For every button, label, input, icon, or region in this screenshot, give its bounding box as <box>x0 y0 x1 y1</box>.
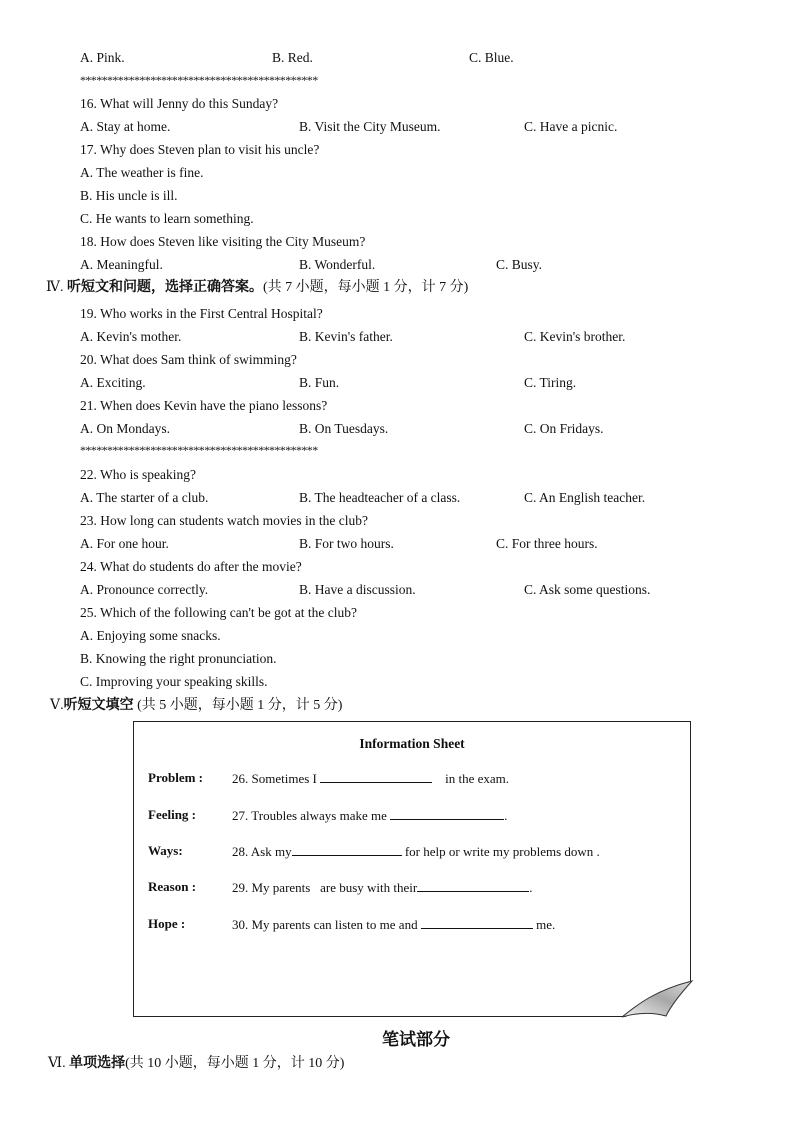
reason-label: Reason : <box>148 879 197 894</box>
q16-option-a: A. Stay at home. <box>80 119 171 134</box>
q22-question: 22. Who is speaking? <box>80 467 196 482</box>
q23-question: 23. How long can students watch movies in the club? <box>80 513 368 528</box>
item-27 <box>232 807 507 824</box>
section-6-heading <box>48 1055 344 1073</box>
item-30-tail: me. <box>536 917 556 932</box>
item-29-tail: . <box>529 880 533 895</box>
q23-option-c: C. For three hours. <box>496 536 598 551</box>
q25-question: 25. Which of the following can't be got at the club? <box>80 605 357 620</box>
q23-option-a: A. For one hour. <box>80 536 169 551</box>
blank-27[interactable] <box>390 807 504 820</box>
q20-option-c: C. Tiring. <box>524 375 577 390</box>
item-27-text: 27. Troubles always make me <box>232 808 387 823</box>
problem-label: Problem : <box>148 770 203 785</box>
q20-option-a: A. Exciting. <box>80 375 146 390</box>
q19-option-a: A. Kevin's mother. <box>80 329 182 344</box>
q24-option-a: A. Pronounce correctly. <box>80 582 209 597</box>
separator-stars: ******************************************** <box>80 443 318 457</box>
blank-29[interactable] <box>417 879 529 892</box>
q17-option-a: A. The weather is fine. <box>80 165 204 180</box>
item-26 <box>232 770 509 787</box>
section-4-number: Ⅳ. <box>46 280 64 295</box>
q23-option-b: B. For two hours. <box>299 536 394 551</box>
q18-option-a: A. Meaningful. <box>80 257 163 272</box>
written-part-heading: 笔试部分 <box>382 1030 450 1050</box>
section-4-note: (共 7 小题，每小题 1 分，计 7 分) <box>263 280 469 295</box>
item-28 <box>232 843 600 860</box>
section-6-note: (共 10 小题，每小题 1 分，计 10 分) <box>125 1056 345 1071</box>
q15-option-b: B. Red. <box>272 50 313 65</box>
blank-26[interactable] <box>320 770 432 783</box>
section-5-number: Ⅴ. <box>50 698 64 713</box>
page-curl-icon <box>620 978 696 1020</box>
q18-option-c: C. Busy. <box>496 257 543 272</box>
q20-question: 20. What does Sam think of swimming? <box>80 352 297 367</box>
q17-option-b: B. His uncle is ill. <box>80 188 178 203</box>
information-sheet-title: Information Sheet <box>359 736 465 751</box>
section-5-heading <box>50 697 342 715</box>
q21-option-c: C. On Fridays. <box>524 421 604 436</box>
q18-question: 18. How does Steven like visiting the City Museum? <box>80 234 366 249</box>
section-5-title: 听短文填空 <box>63 698 134 713</box>
q20-option-b: B. Fun. <box>299 375 340 390</box>
q21-option-a: A. On Mondays. <box>80 421 170 436</box>
q25-option-c: C. Improving your speaking skills. <box>80 674 268 689</box>
section-6-number: Ⅵ. <box>48 1056 66 1071</box>
q24-question: 24. What do students do after the movie? <box>80 559 302 574</box>
q18-option-b: B. Wonderful. <box>299 257 376 272</box>
section-5-note: (共 5 小题，每小题 1 分，计 5 分) <box>137 698 343 713</box>
q22-option-b: B. The headteacher of a class. <box>299 490 461 505</box>
q16-option-c: C. Have a picnic. <box>524 119 618 134</box>
q19-option-c: C. Kevin's brother. <box>524 329 626 344</box>
item-27-tail: . <box>504 808 508 823</box>
q22-option-c: C. An English teacher. <box>524 490 646 505</box>
q15-option-c: C. Blue. <box>469 50 514 65</box>
q21-question: 21. When does Kevin have the piano lessons? <box>80 398 328 413</box>
section-4-title: 听短文和问题，选择正确答案。 <box>67 280 263 295</box>
q17-question: 17. Why does Steven plan to visit his uncle? <box>80 142 320 157</box>
item-30 <box>232 916 555 933</box>
q24-option-c: C. Ask some questions. <box>524 582 651 597</box>
item-26-tail: in the exam. <box>445 771 510 786</box>
item-29 <box>232 879 532 896</box>
blank-28[interactable] <box>292 843 402 856</box>
q16-question: 16. What will Jenny do this Sunday? <box>80 96 279 111</box>
q25-option-a: A. Enjoying some snacks. <box>80 628 221 643</box>
information-sheet <box>133 721 691 1017</box>
q15-option-a: A. Pink. <box>80 50 125 65</box>
hope-label: Hope : <box>148 916 186 931</box>
q17-option-c: C. He wants to learn something. <box>80 211 254 226</box>
section-4-heading <box>46 279 468 297</box>
q16-option-b: B. Visit the City Museum. <box>299 119 441 134</box>
ways-label: Ways: <box>148 843 183 858</box>
blank-30[interactable] <box>421 916 533 929</box>
q25-option-b: B. Knowing the right pronunciation. <box>80 651 277 666</box>
separator-stars: ******************************************** <box>80 73 318 87</box>
q21-option-b: B. On Tuesdays. <box>299 421 389 436</box>
feeling-label: Feeling : <box>148 807 197 822</box>
item-29-text: 29. My parents are busy with their <box>232 880 418 895</box>
item-26-text: 26. Sometimes I <box>232 771 317 786</box>
q19-option-b: B. Kevin's father. <box>299 329 393 344</box>
q19-question: 19. Who works in the First Central Hospital? <box>80 306 323 321</box>
q24-option-b: B. Have a discussion. <box>299 582 416 597</box>
item-28-text: 28. Ask my <box>232 844 292 859</box>
q22-option-a: A. The starter of a club. <box>80 490 209 505</box>
section-6-title: 单项选择 <box>69 1056 126 1071</box>
item-30-text: 30. My parents can listen to me and <box>232 917 418 932</box>
item-28-tail: for help or write my problems down . <box>404 844 600 859</box>
